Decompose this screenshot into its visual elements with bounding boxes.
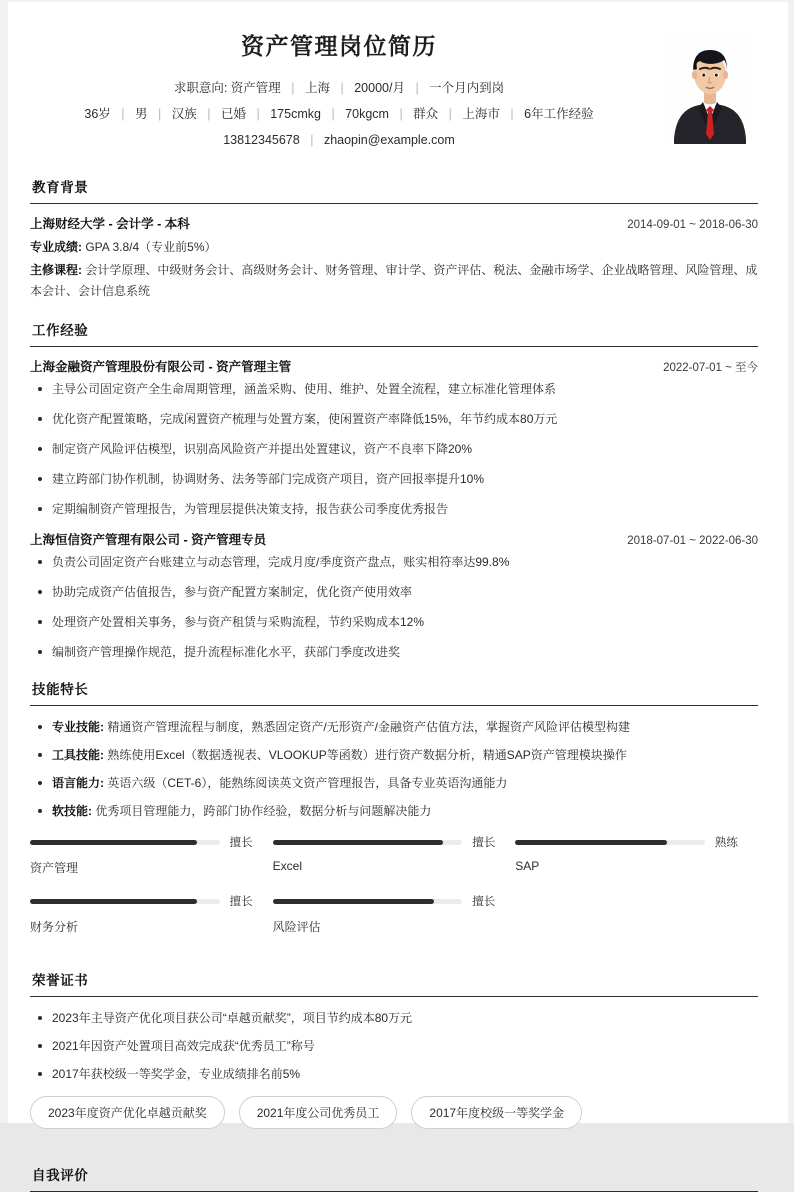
basic-info-1: 男 (135, 107, 148, 121)
divider-icon: | (331, 107, 335, 121)
skill-progress-fill (515, 840, 667, 845)
section-title-education: 教育背景 (30, 176, 758, 204)
skill-name-label: 资产管理 (30, 861, 79, 875)
contact-line (30, 127, 758, 153)
work-bullet: 优化资产配置策略，完成闲置资产梳理与处置方案，使闲置资产率降低15%，年节约成本80万元 (30, 410, 758, 428)
skill-name-label: Excel (272, 859, 302, 873)
work-entry (30, 530, 758, 661)
skill-level-label: 擅长 (472, 896, 496, 908)
skill-bar-cell (273, 834, 516, 876)
skill-name-label: 财务分析 (30, 920, 79, 934)
basic-info-3: 已婚 (220, 107, 246, 121)
page-title: 资产管理岗位简历 (241, 33, 437, 59)
work-entry-head (30, 357, 758, 375)
skill-bar-cell-empty (515, 893, 758, 935)
basic-info-7: 上海市 (462, 107, 500, 121)
avatar-illustration (668, 34, 752, 144)
divider-icon: | (510, 107, 514, 121)
skill-progress-fill (273, 899, 434, 904)
work-date: 2018-07-01 ~ 2022-06-30 (627, 535, 758, 547)
skill-bar-row (515, 834, 738, 850)
basic-info-4: 175cmkg (270, 107, 321, 121)
job-intent-2: 20000/月 (354, 81, 405, 95)
basic-info-2: 汉族 (171, 107, 197, 121)
skill-bar-cell (30, 834, 273, 876)
skill-item-text: 优秀项目管理能力，跨部门协作经验，数据分析与问题解决能力 (95, 804, 432, 818)
skill-level-label: 擅长 (472, 837, 496, 849)
work-bullet: 编制资产管理操作规范，提升流程标准化水平，获部门季度改进奖 (30, 643, 758, 661)
skill-progress-track (30, 899, 220, 904)
skill-level-label: 擅长 (229, 896, 253, 908)
skill-progress-track (30, 840, 220, 845)
basic-info-5: 70kgcm (345, 107, 389, 121)
honor-bullet: 2017年获校级一等奖学金，专业成绩排名前5% (30, 1065, 758, 1083)
basic-info-6: 群众 (413, 107, 439, 121)
work-company: 上海金融资产管理股份有限公司 - 资产管理主管 (30, 360, 292, 374)
honor-bullet: 2023年主导资产优化项目获公司“卓越贡献奖”，项目节约成本80万元 (30, 1009, 758, 1027)
education-gpa-label: 专业成绩: (30, 240, 82, 254)
work-bullets (30, 553, 758, 661)
education-gpa-value: GPA 3.8/4（专业前5%） (85, 240, 217, 254)
skill-item-text: 熟练使用Excel（数据透视表、VLOOKUP等函数）进行资产数据分析，精通SAP资产管理模块操作 (107, 748, 627, 762)
resume-content (8, 2, 788, 1183)
section-title-self-evaluation: 自我评价 (30, 1164, 758, 1192)
skill-level-label: 擅长 (229, 837, 253, 849)
skill-progress-track (515, 840, 705, 845)
basic-info-0: 36岁 (84, 107, 111, 121)
divider-icon: | (310, 133, 314, 147)
section-title-honors: 荣誉证书 (30, 969, 758, 997)
skill-bar-cell (273, 893, 516, 935)
honor-bullet: 2021年因资产处置项目高效完成获“优秀员工”称号 (30, 1037, 758, 1055)
divider-icon: | (121, 107, 125, 121)
work-bullet: 协助完成资产估值报告，参与资产配置方案制定，优化资产使用效率 (30, 583, 758, 601)
skill-name-label: 风险评估 (272, 920, 321, 934)
education-entry-head (30, 214, 758, 232)
section-body-skills (30, 706, 758, 952)
job-intent-0: 求职意向: 资产管理 (173, 81, 281, 95)
skill-item-label: 工具技能: (52, 748, 104, 762)
work-bullet: 制定资产风险评估模型，识别高风险资产并提出处置建议，资产不良率下降20% (30, 440, 758, 458)
skill-progress-fill (30, 840, 197, 845)
section-body-education (30, 204, 758, 302)
honor-pill[interactable]: 2017年度校级一等奖学金 (411, 1096, 582, 1129)
work-company: 上海恒信资产管理有限公司 - 资产管理专员 (30, 533, 267, 547)
education-entry (30, 214, 758, 302)
work-entry-head (30, 530, 758, 548)
skill-progress-fill (30, 899, 197, 904)
skill-item-label: 专业技能: (52, 720, 104, 734)
work-bullet: 定期编制资产管理报告，为管理层提供决策支持，报告获公司季度优秀报告 (30, 500, 758, 518)
section-body-work (30, 347, 758, 661)
section-self-evaluation (30, 1164, 758, 1192)
skill-bar-row (30, 893, 253, 909)
skill-item (30, 718, 758, 736)
divider-icon: | (340, 81, 344, 95)
skill-item-label: 软技能: (52, 804, 92, 818)
job-intent-3: 一个月内到岗 (429, 81, 505, 95)
skill-bar-cell (30, 893, 273, 935)
section-skills (30, 678, 758, 952)
skill-bar-row (30, 834, 253, 850)
divider-icon: | (207, 107, 211, 121)
skill-bars-grid (30, 834, 758, 952)
divider-icon: | (256, 107, 260, 121)
skill-item-text: 英语六级（CET-6），能熟练阅读英文资产管理报告，具备专业英语沟通能力 (107, 776, 508, 790)
skill-item (30, 802, 758, 820)
phone-number: 13812345678 (223, 133, 300, 147)
divider-icon: | (291, 81, 295, 95)
divider-icon: | (158, 107, 162, 121)
skill-item (30, 746, 758, 764)
skill-progress-track (273, 840, 463, 845)
section-education (30, 176, 758, 302)
section-title-work: 工作经验 (30, 319, 758, 347)
honor-pill[interactable]: 2023年度资产优化卓越贡献奖 (30, 1096, 225, 1129)
section-title-skills: 技能特长 (30, 678, 758, 706)
honor-pill-row (30, 1096, 758, 1138)
job-intent-1: 上海 (304, 81, 330, 95)
work-bullet: 建立跨部门协作机制，协调财务、法务等部门完成资产项目，资产回报率提升10% (30, 470, 758, 488)
honor-pill[interactable]: 2021年度公司优秀员工 (239, 1096, 398, 1129)
email-address: zhaopin@example.com (323, 133, 455, 147)
work-bullet: 处理资产处置相关事务，参与资产租赁与采购流程，节约采购成本12% (30, 613, 758, 631)
skill-bar-row (273, 893, 496, 909)
education-courses (30, 260, 758, 302)
skill-item (30, 774, 758, 792)
work-bullet: 主导公司固定资产全生命周期管理，涵盖采购、使用、维护、处置全流程，建立标准化管理体系 (30, 380, 758, 398)
divider-icon: | (415, 81, 419, 95)
skill-progress-fill (273, 840, 444, 845)
skill-progress-track (273, 899, 463, 904)
section-honors (30, 969, 758, 1138)
skill-item-text: 精通资产管理流程与制度，熟悉固定资产/无形资产/金融资产估值方法，掌握资产风险评估模型构建 (107, 720, 631, 734)
basic-info-8: 6年工作经验 (524, 107, 594, 121)
job-intent-line (30, 75, 758, 101)
divider-icon: | (399, 107, 403, 121)
education-school: 上海财经大学 - 会计学 - 本科 (30, 217, 190, 231)
skill-bar-cell (515, 834, 758, 876)
work-bullets (30, 380, 758, 518)
section-body-honors (30, 997, 758, 1138)
basic-info-line (30, 101, 758, 127)
education-courses-value: 会计学原理、中级财务会计、高级财务会计、财务管理、审计学、资产评估、税法、金融市场学、企业战略管理、风险管理、成本会计、会计信息系统 (30, 263, 758, 298)
honor-bullets (30, 1009, 758, 1083)
work-bullet: 负责公司固定资产台账建立与动态管理，完成月度/季度资产盘点，账实相符率达99.8% (30, 553, 758, 571)
education-date: 2014-09-01 ~ 2018-06-30 (627, 219, 758, 231)
avatar (668, 34, 752, 144)
education-courses-label: 主修课程: (30, 263, 82, 277)
education-gpa (30, 237, 758, 258)
skill-level-label: 熟练 (714, 837, 738, 849)
work-entry (30, 357, 758, 518)
resume-header (30, 28, 758, 159)
skill-items (30, 718, 758, 820)
section-work (30, 319, 758, 661)
skill-item-label: 语言能力: (52, 776, 104, 790)
work-date: 2022-07-01 ~ 至今 (663, 362, 758, 374)
divider-icon: | (448, 107, 452, 121)
skill-bar-row (273, 834, 496, 850)
skill-name-label: SAP (515, 859, 540, 873)
